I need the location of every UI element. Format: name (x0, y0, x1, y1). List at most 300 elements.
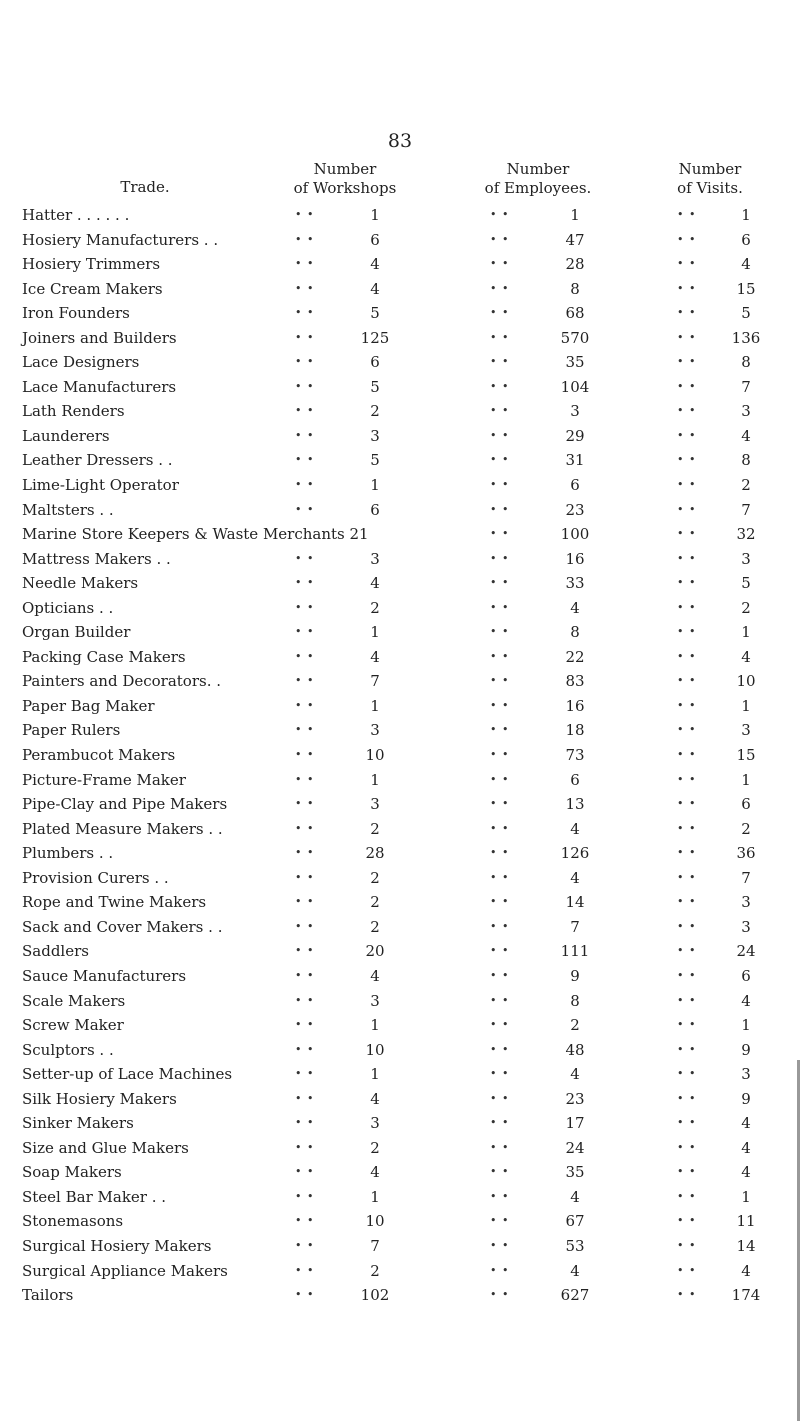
trade-cell: Scale Makers (22, 991, 126, 1010)
dot-leader: • • (677, 1116, 697, 1130)
employees-cell: 31 (565, 451, 585, 470)
dot-leader: • • (490, 257, 510, 271)
visits-cell: 7 (741, 377, 751, 396)
table-row (0, 448, 800, 473)
table-row (0, 1062, 800, 1087)
table-row (0, 718, 800, 743)
workshops-cell: 6 (370, 353, 380, 372)
header-employees-line2: of Employees. (484, 179, 592, 197)
dot-leader: • • (490, 453, 510, 467)
dot-leader: • • (490, 355, 510, 369)
workshops-cell: 3 (370, 426, 380, 445)
dot-leader: • • (295, 502, 315, 516)
dot-leader: • • (677, 600, 697, 614)
table-row (0, 547, 800, 572)
table-row (0, 1160, 800, 1185)
table-row (0, 399, 800, 424)
workshops-cell: 2 (370, 1138, 380, 1157)
employees-cell: 73 (565, 746, 585, 765)
table-row (0, 694, 800, 719)
dot-leader: • • (677, 625, 697, 639)
visits-cell: 15 (736, 746, 756, 765)
dot-leader: • • (295, 797, 315, 811)
dot-leader: • • (295, 1091, 315, 1105)
trade-cell: Needle Makers (22, 574, 139, 593)
workshops-cell: 5 (370, 377, 380, 396)
dot-leader: • • (677, 870, 697, 884)
table-row (0, 326, 800, 351)
table-row (0, 890, 800, 915)
trade-cell: Rope and Twine Makers (22, 893, 207, 912)
header-workshops-line2: of Workshops (293, 179, 397, 197)
employees-cell: 23 (565, 1089, 585, 1108)
table-row (0, 571, 800, 596)
employees-cell: 29 (565, 426, 585, 445)
workshops-cell: 3 (370, 991, 380, 1010)
dot-leader: • • (677, 1238, 697, 1252)
employees-cell: 570 (560, 328, 590, 347)
dot-leader: • • (295, 1042, 315, 1056)
dot-leader: • • (677, 232, 697, 246)
table-row (0, 817, 800, 842)
visits-cell: 3 (741, 1065, 751, 1084)
dot-leader: • • (677, 281, 697, 295)
table-row (0, 424, 800, 449)
trade-cell: Hosiery Manufacturers . . (22, 230, 219, 249)
dot-leader: • • (295, 576, 315, 590)
visits-cell: 1 (741, 1016, 751, 1035)
visits-cell: 3 (741, 549, 751, 568)
trade-cell: Sauce Manufacturers (22, 966, 187, 985)
employees-cell: 111 (560, 942, 590, 961)
employees-cell: 126 (560, 844, 590, 863)
dot-leader: • • (677, 1091, 697, 1105)
visits-cell: 4 (741, 991, 751, 1010)
header-visits (610, 160, 800, 198)
table-row (0, 989, 800, 1014)
visits-cell: 3 (741, 917, 751, 936)
trade-cell: Maltsters . . (22, 500, 114, 519)
table-row (0, 1038, 800, 1063)
employees-cell: 6 (570, 770, 580, 789)
dot-leader: • • (677, 453, 697, 467)
trade-cell: Leather Dressers . . (22, 451, 173, 470)
employees-cell: 4 (570, 1065, 580, 1084)
trade-cell: Perambucot Makers (22, 746, 176, 765)
trade-cell: Soap Makers (22, 1163, 122, 1182)
workshops-cell: 4 (370, 647, 380, 666)
workshops-cell: 3 (370, 549, 380, 568)
dot-leader: • • (677, 379, 697, 393)
dot-leader: • • (490, 723, 510, 737)
visits-cell: 8 (741, 451, 751, 470)
workshops-cell: 2 (370, 598, 380, 617)
dot-leader: • • (490, 748, 510, 762)
table-row (0, 498, 800, 523)
visits-cell: 1 (741, 696, 751, 715)
dot-leader: • • (295, 723, 315, 737)
table-row (0, 1087, 800, 1112)
dot-leader: • • (295, 1165, 315, 1179)
trade-cell: Sculptors . . (22, 1040, 114, 1059)
employees-cell: 1 (570, 206, 580, 224)
header-workshops-line1: Number (313, 160, 377, 178)
dot-leader: • • (677, 257, 697, 271)
dot-leader: • • (490, 1140, 510, 1154)
dot-leader: • • (490, 797, 510, 811)
table-row (0, 841, 800, 866)
visits-cell: 4 (741, 1138, 751, 1157)
trade-cell: Screw Maker (22, 1016, 124, 1035)
employees-cell: 35 (565, 353, 585, 372)
dot-leader: • • (490, 1018, 510, 1032)
dot-leader: • • (677, 478, 697, 492)
dot-leader: • • (295, 649, 315, 663)
dot-leader: • • (677, 1214, 697, 1228)
table-row (0, 939, 800, 964)
dot-leader: • • (490, 1238, 510, 1252)
employees-cell: 53 (565, 1236, 585, 1255)
dot-leader: • • (490, 232, 510, 246)
trade-cell: Silk Hosiery Makers (22, 1089, 177, 1108)
table-row (0, 522, 800, 547)
trade-table (0, 203, 800, 1308)
dot-leader: • • (295, 895, 315, 909)
workshops-cell: 3 (370, 795, 380, 814)
employees-cell: 47 (565, 230, 585, 249)
trade-cell: Opticians . . (22, 598, 114, 617)
visits-cell: 2 (741, 819, 751, 838)
workshops-cell: 1 (370, 1187, 380, 1206)
trade-cell: Ice Cream Makers (22, 279, 163, 298)
dot-leader: • • (295, 428, 315, 442)
workshops-cell: 2 (370, 819, 380, 838)
visits-cell: 5 (741, 304, 751, 323)
dot-leader: • • (490, 404, 510, 418)
employees-cell: 4 (570, 1187, 580, 1206)
visits-cell: 4 (741, 1261, 751, 1280)
visits-cell: 5 (741, 574, 751, 593)
dot-leader: • • (677, 674, 697, 688)
visits-cell: 1 (741, 1187, 751, 1206)
table-row (0, 301, 800, 326)
dot-leader: • • (295, 379, 315, 393)
trade-cell: Plated Measure Makers . . (22, 819, 223, 838)
dot-leader: • • (295, 551, 315, 565)
workshops-cell: 1 (370, 623, 380, 642)
visits-cell: 24 (736, 942, 756, 961)
dot-leader: • • (295, 404, 315, 418)
employees-cell: 16 (565, 549, 585, 568)
workshops-cell: 1 (370, 476, 380, 495)
workshops-cell: 10 (365, 1040, 385, 1059)
dot-leader: • • (295, 453, 315, 467)
workshops-cell: 1 (370, 696, 380, 715)
header-visits-line1: Number (678, 160, 742, 178)
dot-leader: • • (677, 1042, 697, 1056)
visits-cell: 36 (736, 844, 756, 863)
table-row (0, 1209, 800, 1234)
dot-leader: • • (677, 551, 697, 565)
dot-leader: • • (490, 330, 510, 344)
employees-cell: 8 (570, 991, 580, 1010)
table-row (0, 1185, 800, 1210)
table-row (0, 792, 800, 817)
visits-cell: 9 (741, 1089, 751, 1108)
dot-leader: • • (490, 1214, 510, 1228)
trade-cell: Size and Glue Makers (22, 1138, 189, 1157)
employees-cell: 16 (565, 696, 585, 715)
trade-cell: Tailors (22, 1286, 74, 1305)
dot-leader: • • (677, 748, 697, 762)
visits-cell: 6 (741, 795, 751, 814)
workshops-cell: 4 (370, 966, 380, 985)
dot-leader: • • (490, 1067, 510, 1081)
dot-leader: • • (490, 846, 510, 860)
dot-leader: • • (677, 821, 697, 835)
trade-cell: Iron Founders (22, 304, 130, 323)
trade-cell: Paper Bag Maker (22, 696, 155, 715)
trade-cell: Setter-up of Lace Machines (22, 1065, 233, 1084)
header-workshops (250, 160, 440, 198)
trade-cell: Paper Rulers (22, 721, 121, 740)
visits-cell: 174 (731, 1286, 761, 1305)
dot-leader: • • (490, 944, 510, 958)
workshops-cell: 20 (365, 942, 385, 961)
table-row (0, 350, 800, 375)
dot-leader: • • (490, 551, 510, 565)
visits-cell: 1 (741, 206, 751, 224)
dot-leader: • • (490, 870, 510, 884)
dot-leader: • • (677, 527, 697, 541)
visits-cell: 136 (731, 328, 761, 347)
employees-cell: 14 (565, 893, 585, 912)
trade-cell: Lace Manufacturers (22, 377, 177, 396)
table-row (0, 645, 800, 670)
dot-leader: • • (295, 257, 315, 271)
visits-cell: 14 (736, 1236, 756, 1255)
table-row (0, 1111, 800, 1136)
visits-cell: 7 (741, 868, 751, 887)
dot-leader: • • (295, 1189, 315, 1203)
table-row (0, 228, 800, 253)
header-visits-line2: of Visits. (677, 179, 743, 197)
dot-leader: • • (677, 993, 697, 1007)
trade-cell: Lime-Light Operator (22, 476, 179, 495)
trade-cell: Sack and Cover Makers . . (22, 917, 223, 936)
employees-cell: 100 (560, 525, 590, 544)
visits-cell: 2 (741, 598, 751, 617)
visits-cell: 10 (736, 672, 756, 691)
trade-cell: Joiners and Builders (22, 328, 177, 347)
dot-leader: • • (295, 1140, 315, 1154)
dot-leader: • • (677, 698, 697, 712)
dot-leader: • • (677, 797, 697, 811)
dot-leader: • • (295, 821, 315, 835)
dot-leader: • • (295, 698, 315, 712)
dot-leader: • • (295, 870, 315, 884)
workshops-cell: 10 (365, 746, 385, 765)
dot-leader: • • (295, 1288, 315, 1302)
dot-leader: • • (295, 919, 315, 933)
dot-leader: • • (677, 1263, 697, 1277)
dot-leader: • • (490, 600, 510, 614)
dot-leader: • • (677, 355, 697, 369)
trade-cell: Marine Store Keepers & Waste Merchants 21 (22, 525, 369, 544)
trade-cell: Organ Builder (22, 623, 131, 642)
workshops-cell: 6 (370, 230, 380, 249)
dot-leader: • • (490, 968, 510, 982)
visits-cell: 6 (741, 230, 751, 249)
table-row (0, 596, 800, 621)
workshops-cell: 3 (370, 1114, 380, 1133)
trade-cell: Provision Curers . . (22, 868, 169, 887)
employees-cell: 9 (570, 966, 580, 985)
workshops-cell: 10 (365, 1212, 385, 1231)
dot-leader: • • (677, 330, 697, 344)
employees-cell: 8 (570, 279, 580, 298)
workshops-cell: 2 (370, 893, 380, 912)
dot-leader: • • (677, 919, 697, 933)
trade-cell: Saddlers (22, 942, 89, 961)
dot-leader: • • (677, 968, 697, 982)
dot-leader: • • (490, 698, 510, 712)
workshops-cell: 4 (370, 574, 380, 593)
dot-leader: • • (677, 576, 697, 590)
header-employees (438, 160, 638, 198)
dot-leader: • • (295, 625, 315, 639)
dot-leader: • • (677, 404, 697, 418)
workshops-cell: 2 (370, 868, 380, 887)
dot-leader: • • (490, 1263, 510, 1277)
employees-cell: 4 (570, 819, 580, 838)
employees-cell: 23 (565, 500, 585, 519)
employees-cell: 8 (570, 623, 580, 642)
dot-leader: • • (490, 625, 510, 639)
dot-leader: • • (295, 306, 315, 320)
dot-leader: • • (490, 993, 510, 1007)
table-row (0, 743, 800, 768)
visits-cell: 4 (741, 426, 751, 445)
header-employees-line1: Number (506, 160, 570, 178)
header-trade: Trade. (120, 178, 170, 196)
table-row (0, 277, 800, 302)
visits-cell: 9 (741, 1040, 751, 1059)
table-row (0, 375, 800, 400)
visits-cell: 8 (741, 353, 751, 372)
dot-leader: • • (677, 428, 697, 442)
employees-cell: 35 (565, 1163, 585, 1182)
dot-leader: • • (295, 478, 315, 492)
workshops-cell: 7 (370, 1236, 380, 1255)
employees-cell: 28 (565, 255, 585, 274)
trade-cell: Hatter . . . . . . (22, 206, 130, 224)
trade-cell: Hosiery Trimmers (22, 255, 161, 274)
trade-cell: Mattress Makers . . (22, 549, 171, 568)
employees-cell: 83 (565, 672, 585, 691)
visits-cell: 4 (741, 255, 751, 274)
employees-cell: 2 (570, 1016, 580, 1035)
trade-cell: Painters and Decorators. . (22, 672, 222, 691)
table-row (0, 620, 800, 645)
table-row (0, 669, 800, 694)
dot-leader: • • (295, 600, 315, 614)
dot-leader: • • (490, 821, 510, 835)
dot-leader: • • (490, 208, 510, 221)
table-row (0, 252, 800, 277)
dot-leader: • • (490, 1042, 510, 1056)
dot-leader: • • (295, 1116, 315, 1130)
table-row (0, 1259, 800, 1284)
dot-leader: • • (295, 944, 315, 958)
trade-cell: Steel Bar Maker . . (22, 1187, 167, 1206)
workshops-cell: 4 (370, 1089, 380, 1108)
dot-leader: • • (677, 306, 697, 320)
dot-leader: • • (490, 527, 510, 541)
employees-cell: 33 (565, 574, 585, 593)
workshops-cell: 2 (370, 402, 380, 421)
employees-cell: 13 (565, 795, 585, 814)
trade-cell: Lace Designers (22, 353, 140, 372)
dot-leader: • • (295, 674, 315, 688)
table-row (0, 964, 800, 989)
workshops-cell: 1 (370, 770, 380, 789)
workshops-cell: 5 (370, 451, 380, 470)
employees-cell: 627 (560, 1286, 590, 1305)
dot-leader: • • (295, 208, 315, 221)
workshops-cell: 1 (370, 1016, 380, 1035)
trade-cell: Surgical Appliance Makers (22, 1261, 228, 1280)
workshops-cell: 3 (370, 721, 380, 740)
table-row (0, 1136, 800, 1161)
visits-cell: 2 (741, 476, 751, 495)
employees-cell: 48 (565, 1040, 585, 1059)
dot-leader: • • (490, 502, 510, 516)
visits-cell: 7 (741, 500, 751, 519)
trade-cell: Packing Case Makers (22, 647, 186, 666)
table-row (0, 1283, 800, 1308)
workshops-cell: 1 (370, 206, 380, 224)
dot-leader: • • (490, 281, 510, 295)
page-number: 83 (387, 130, 413, 152)
dot-leader: • • (677, 1189, 697, 1203)
dot-leader: • • (490, 649, 510, 663)
visits-cell: 4 (741, 647, 751, 666)
dot-leader: • • (677, 1288, 697, 1302)
dot-leader: • • (677, 944, 697, 958)
trade-cell: Pipe-Clay and Pipe Makers (22, 795, 228, 814)
table-row (0, 203, 800, 228)
employees-cell: 24 (565, 1138, 585, 1157)
visits-cell: 4 (741, 1163, 751, 1182)
dot-leader: • • (677, 502, 697, 516)
dot-leader: • • (490, 306, 510, 320)
dot-leader: • • (677, 846, 697, 860)
table-row (0, 768, 800, 793)
dot-leader: • • (490, 674, 510, 688)
workshops-cell: 6 (370, 500, 380, 519)
dot-leader: • • (295, 772, 315, 786)
dot-leader: • • (677, 1067, 697, 1081)
visits-cell: 1 (741, 623, 751, 642)
employees-cell: 18 (565, 721, 585, 740)
workshops-cell: 1 (370, 1065, 380, 1084)
dot-leader: • • (490, 576, 510, 590)
employees-cell: 17 (565, 1114, 585, 1133)
employees-cell: 104 (560, 377, 590, 396)
dot-leader: • • (677, 1165, 697, 1179)
workshops-cell: 4 (370, 1163, 380, 1182)
